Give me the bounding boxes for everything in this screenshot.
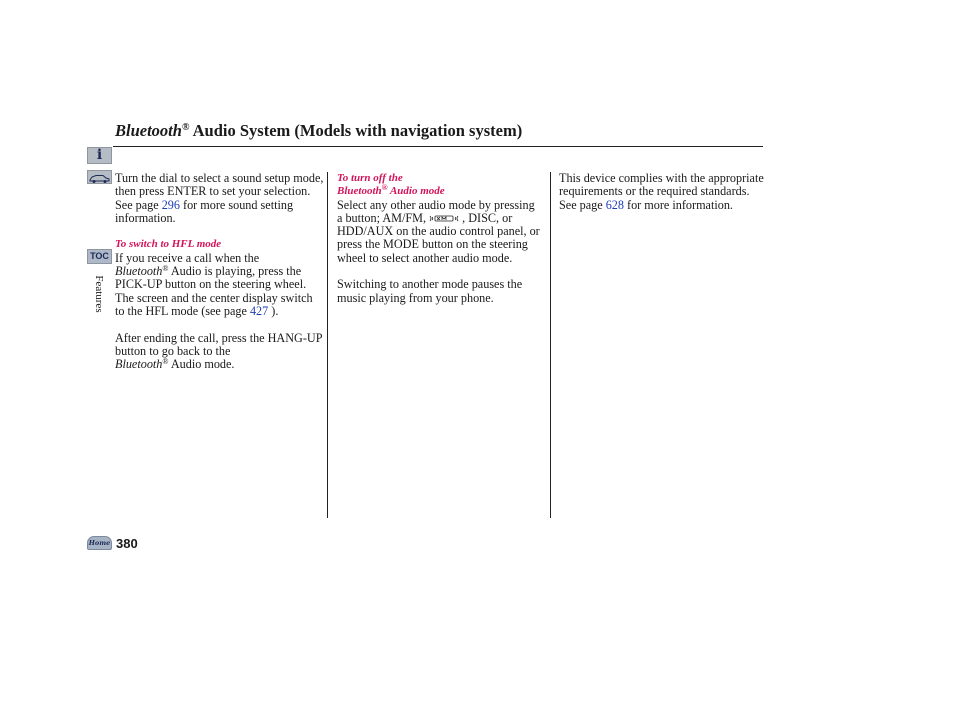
registered-mark: ®: [162, 264, 169, 274]
text: Bluetooth: [337, 185, 382, 198]
page-link-427[interactable]: 427: [249, 303, 269, 318]
car-button[interactable]: [87, 170, 112, 184]
title-registered-mark: ®: [181, 122, 190, 133]
subheading-hfl-mode: To switch to HFL mode: [115, 238, 222, 251]
home-icon: Home: [88, 539, 111, 547]
spacer: [115, 318, 325, 331]
text: Audio mode: [387, 185, 445, 198]
registered-mark: ®: [381, 183, 388, 193]
sound-setup-paragraph: [115, 172, 325, 225]
brand-text: Bluetooth: [115, 357, 163, 372]
text: , DISC, or HDD/AUX on the audio control panel, or press the MODE button on the steering wheel to select another audio mode.: [337, 210, 540, 265]
text: If you receive a call when the: [115, 250, 260, 265]
hfl-paragraph: [115, 252, 325, 318]
brand-text: Bluetooth: [115, 264, 163, 279]
spacer: [115, 225, 325, 238]
column-2: [337, 172, 542, 305]
toc-button[interactable]: [87, 249, 112, 264]
text: for more information.: [623, 197, 733, 212]
pause-music-paragraph: Switching to another mode pauses the music playing from your phone.: [337, 277, 523, 305]
title-rest: Audio System (Models with navigation system): [189, 121, 523, 140]
text: ).: [268, 303, 279, 318]
xm-radio-icon: [429, 214, 459, 223]
text: Audio is playing, press the PICK-UP button on the steering wheel. The screen and the center display switch to the HFL mode (see page: [115, 264, 313, 318]
car-icon: [88, 172, 111, 184]
home-button[interactable]: [87, 536, 112, 550]
text: Turn the dial to select a sound setup mode, then press ENTER to set your selection. See page: [115, 171, 324, 212]
toc-icon: TOC: [90, 251, 109, 261]
title-brand: Bluetooth: [115, 121, 182, 140]
subheading-turn-off-line1: To turn off the: [337, 172, 403, 184]
spacer: [337, 265, 542, 278]
section-tab: [93, 270, 105, 318]
registered-mark: ®: [162, 357, 169, 367]
page-link-296[interactable]: 296: [161, 197, 180, 212]
text: Audio mode.: [168, 357, 235, 372]
select-mode-paragraph: [337, 199, 542, 265]
compliance-paragraph: [559, 172, 769, 212]
hang-up-paragraph: [115, 332, 325, 372]
column-1: [115, 172, 325, 371]
column-divider-2: [550, 172, 551, 518]
section-label: Features: [93, 275, 105, 313]
info-button[interactable]: [87, 147, 112, 164]
title-divider: [113, 146, 763, 147]
text: for more sound setting information.: [115, 197, 294, 225]
subheading-turn-off-line2: [337, 185, 542, 198]
text: After ending the call, press the HANG-UP button to go back to the: [115, 330, 323, 358]
page-title: [115, 121, 522, 141]
page-link-628[interactable]: 628: [605, 197, 624, 212]
text: Select any other audio mode by pressing a button; AM/FM,: [337, 197, 535, 225]
column-divider-1: [327, 172, 328, 518]
page-number: 380: [116, 536, 138, 551]
info-icon: i: [96, 147, 103, 163]
text: This device complies with the appropriate requirements or the required standards. See page: [559, 171, 764, 212]
column-3: [559, 172, 769, 212]
